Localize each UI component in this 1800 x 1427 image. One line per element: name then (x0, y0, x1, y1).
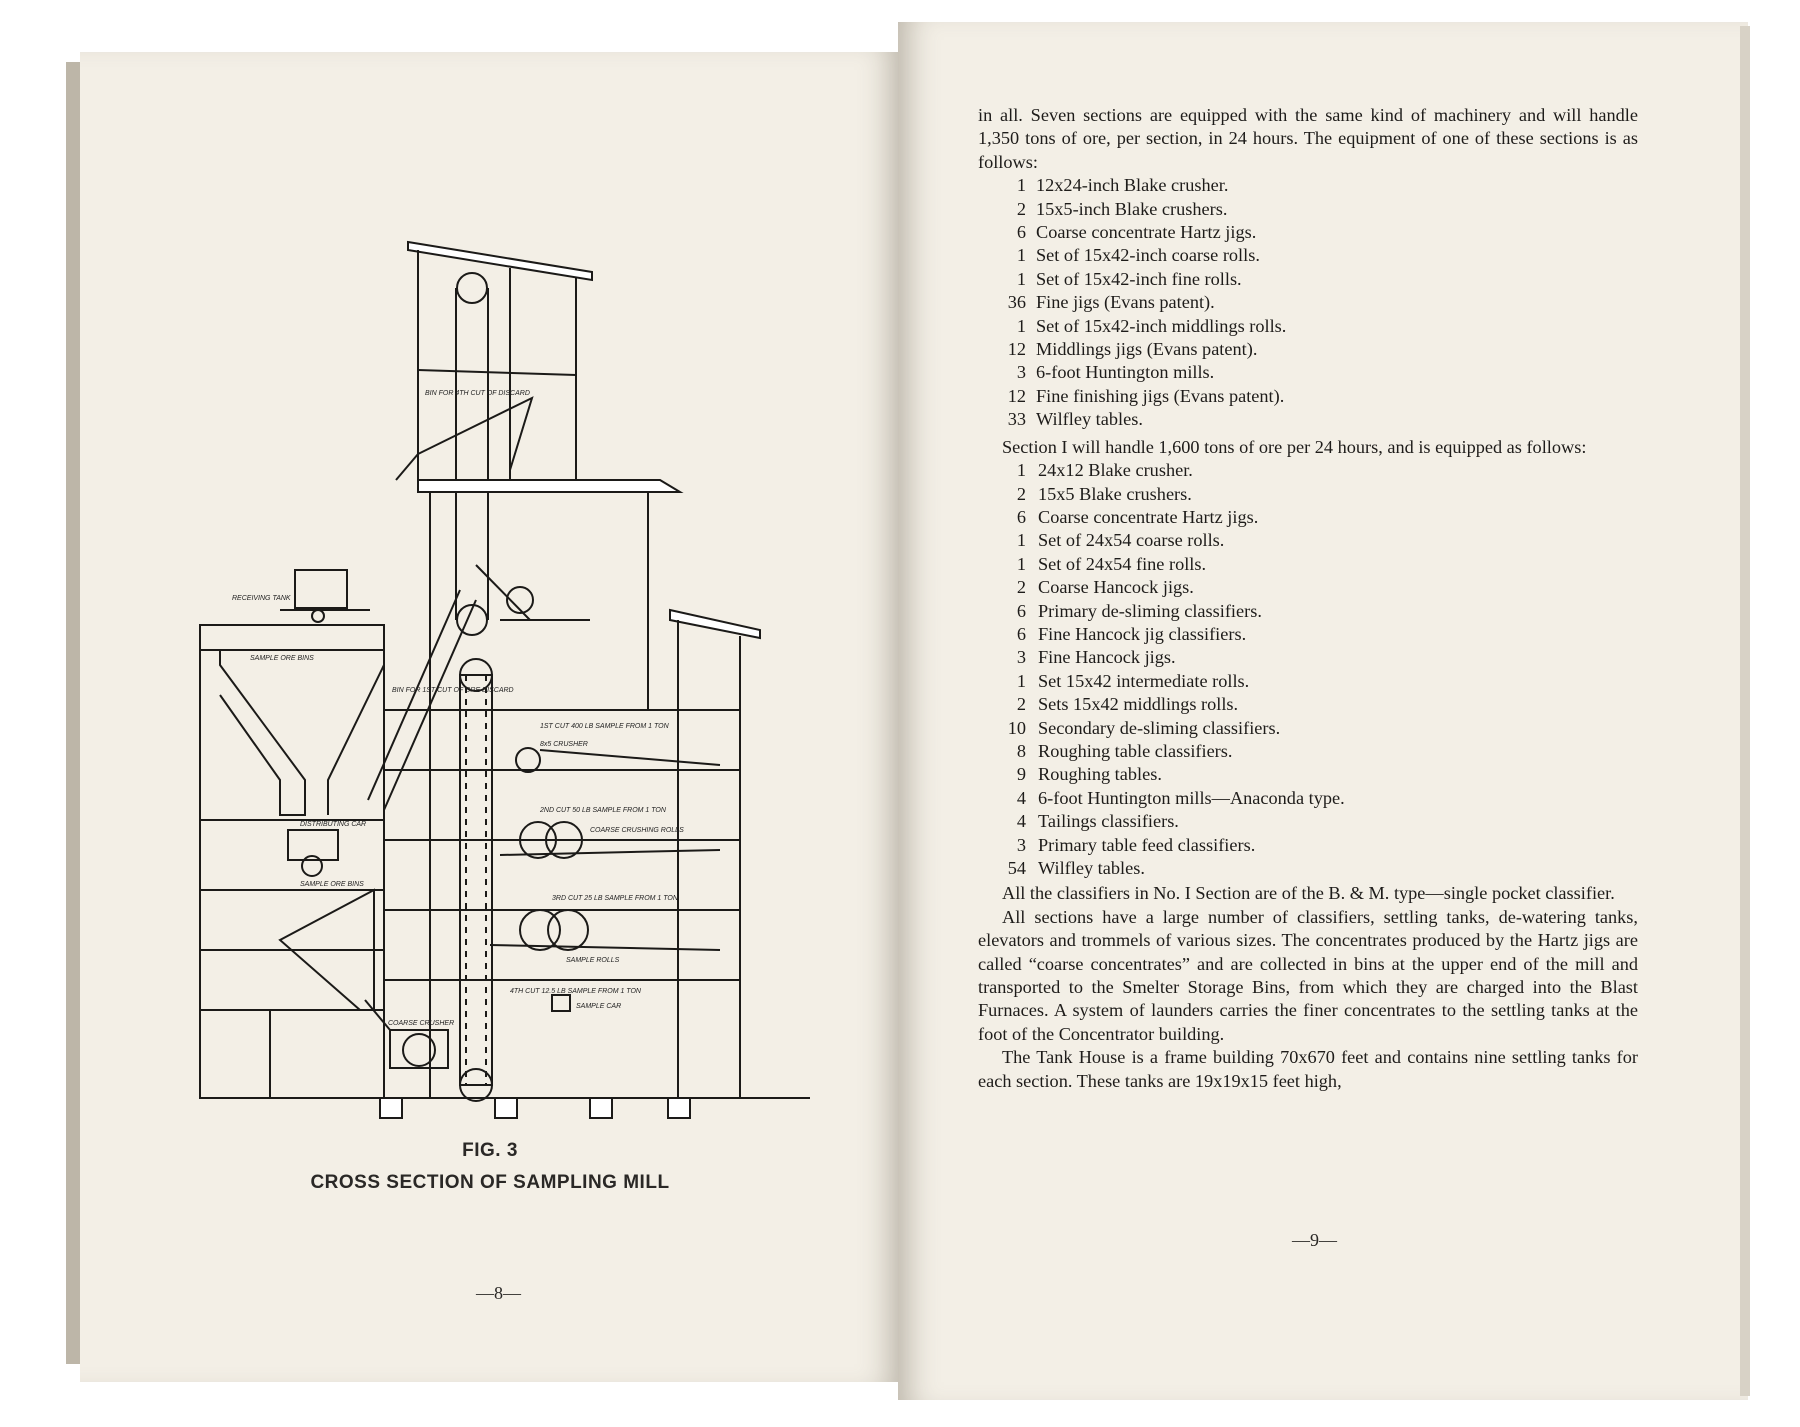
item-description: Set of 15x42-inch fine rolls. (1036, 268, 1242, 289)
page-number-right: —9— (1292, 1230, 1337, 1250)
equipment-list-item (978, 174, 1638, 197)
item-description: Coarse concentrate Hartz jigs. (1036, 222, 1257, 243)
item-quantity: 1 (1016, 175, 1026, 196)
item-quantity: 6 (1016, 506, 1026, 527)
item-quantity: 2 (1016, 483, 1026, 504)
equipment-list-item (978, 763, 1638, 786)
equipment-list-sections (978, 174, 1638, 431)
item-quantity: 2 (1016, 577, 1026, 598)
equipment-list-item (978, 670, 1638, 693)
item-quantity: 1 (1016, 315, 1026, 336)
label-bin-discard-2: BIN FOR 1ST CUT OF ORE DISCARD (392, 687, 514, 694)
item-quantity: 54 (1007, 858, 1026, 878)
equipment-list-item (978, 315, 1638, 338)
label-coarse-crusher: COARSE CRUSHER (388, 1020, 455, 1027)
item-quantity: 3 (1016, 834, 1026, 855)
label-bin-discard: BIN FOR 4TH CUT OF DISCARD (425, 390, 530, 397)
item-quantity: 1 (1016, 670, 1026, 691)
item-quantity: 12 (1007, 385, 1026, 406)
classifiers-paragraph: All the classifiers in No. I Section are of the B. & M. type—single pocket classifier. (1002, 883, 1615, 904)
item-quantity: 1 (1016, 553, 1026, 574)
equipment-list-item (978, 338, 1638, 361)
item-quantity: 1 (1016, 460, 1026, 481)
item-description: Wilfley tables. (1036, 409, 1143, 430)
equipment-list-item (978, 459, 1638, 482)
item-description: Tailings classifiers. (1038, 811, 1179, 832)
equipment-list-section-one (978, 459, 1638, 880)
item-description: Set of 15x42-inch middlings rolls. (1036, 315, 1287, 336)
item-quantity: 33 (1007, 409, 1026, 430)
item-description: Fine finishing jigs (Evans patent). (1036, 385, 1285, 406)
label-cut-4: 4TH CUT 12.5 LB SAMPLE FROM 1 TON (510, 988, 641, 995)
section-one-intro: Section I will handle 1,600 tons of ore per 24 hours, and is equipped as follows: (1002, 436, 1587, 457)
tank-house-paragraph: The Tank House is a frame building 70x670 feet and contains nine settling tanks for each section. These tanks are 19x19x15 feet high, (978, 1047, 1638, 1091)
item-quantity: 2 (1016, 198, 1026, 219)
figure-caption: CROSS SECTION OF SAMPLING MILL (310, 1172, 670, 1193)
item-description: 6-foot Huntington mills. (1036, 362, 1215, 383)
equipment-list-item (978, 717, 1638, 740)
item-description: Set of 15x42-inch coarse rolls. (1036, 245, 1260, 266)
item-quantity: 2 (1016, 694, 1026, 715)
item-description: Primary de-sliming classifiers. (1038, 600, 1262, 621)
item-description: Set 15x42 intermediate rolls. (1038, 670, 1250, 691)
item-description: Coarse Hancock jigs. (1038, 577, 1194, 598)
equipment-list-item (978, 221, 1638, 244)
item-description: Roughing table classifiers. (1038, 740, 1233, 761)
equipment-list-item (978, 385, 1638, 408)
label-receiving-tank: RECEIVING TANK (232, 595, 291, 602)
body-text (978, 104, 1638, 1093)
item-description: Secondary de-sliming classifiers. (1038, 717, 1281, 738)
label-cut-2: 2ND CUT 50 LB SAMPLE FROM 1 TON (540, 807, 666, 814)
equipment-list-item (978, 623, 1638, 646)
item-description: 24x12 Blake crusher. (1038, 460, 1193, 481)
equipment-list-item (978, 576, 1638, 599)
item-quantity: 1 (1016, 268, 1026, 289)
sampling-mill-drawing (160, 150, 810, 1120)
equipment-list-item (978, 693, 1638, 716)
item-quantity: 1 (1016, 530, 1026, 551)
equipment-list-item (978, 268, 1638, 291)
label-cut-3: 3RD CUT 25 LB SAMPLE FROM 1 TON (552, 895, 678, 902)
page-number-left: —8— (476, 1283, 521, 1303)
item-description: Sets 15x42 middlings rolls. (1038, 694, 1239, 715)
item-description: Wilfley tables. (1038, 858, 1145, 878)
item-description: Set of 24x54 coarse rolls. (1038, 530, 1225, 551)
item-quantity: 8 (1016, 740, 1026, 761)
equipment-list-item (978, 244, 1638, 267)
label-distributing-car: DISTRIBUTING CAR (300, 821, 367, 828)
equipment-list-item (978, 810, 1638, 833)
item-description: 15x5-inch Blake crushers. (1036, 198, 1228, 219)
item-description: Set of 24x54 fine rolls. (1038, 553, 1207, 574)
item-quantity: 3 (1016, 362, 1026, 383)
equipment-list-item (978, 834, 1638, 857)
equipment-list-item (978, 646, 1638, 669)
item-description: Fine Hancock jigs. (1038, 647, 1176, 668)
figure-number: FIG. 3 (462, 1140, 518, 1161)
item-description: 6-foot Huntington mills—Anaconda type. (1038, 787, 1345, 808)
intro-paragraph: in all. Seven sections are equipped with the same kind of machinery and will handle 1,350 tons of ore, per section, in 24 hours. The equipment of one of these sections is as follows: (978, 105, 1638, 172)
item-description: 15x5 Blake crushers. (1038, 483, 1192, 504)
label-crusher: 8x5 CRUSHER (540, 741, 588, 748)
label-sample-ore-bins-bottom: SAMPLE ORE BINS (300, 881, 364, 888)
item-description: Roughing tables. (1038, 764, 1162, 785)
item-description: Middlings jigs (Evans patent). (1036, 339, 1258, 360)
item-description: Fine jigs (Evans patent). (1036, 292, 1215, 313)
item-quantity: 9 (1016, 764, 1026, 785)
equipment-list-item (978, 529, 1638, 552)
item-description: 12x24-inch Blake crusher. (1036, 175, 1229, 196)
item-quantity: 3 (1016, 647, 1026, 668)
equipment-list-item (978, 483, 1638, 506)
item-quantity: 4 (1016, 787, 1026, 808)
page-edge (1740, 26, 1750, 1396)
equipment-list-item (978, 600, 1638, 623)
label-sample-ore-bins-top: SAMPLE ORE BINS (250, 655, 314, 662)
item-quantity: 36 (1007, 292, 1026, 313)
equipment-list-item (978, 506, 1638, 529)
equipment-list-item (978, 787, 1638, 810)
equipment-list-item (978, 291, 1638, 314)
item-quantity: 12 (1007, 339, 1026, 360)
item-description: Primary table feed classifiers. (1038, 834, 1256, 855)
equipment-list-item (978, 740, 1638, 763)
item-description: Fine Hancock jig classifiers. (1038, 623, 1247, 644)
item-quantity: 6 (1016, 222, 1026, 243)
label-sample-rolls: SAMPLE ROLLS (566, 957, 620, 964)
label-sample-car: SAMPLE CAR (576, 1003, 622, 1010)
label-coarse-rolls: COARSE CRUSHING ROLLS (590, 827, 684, 834)
item-quantity: 6 (1016, 600, 1026, 621)
item-quantity: 1 (1016, 245, 1026, 266)
equipment-list-item (978, 408, 1638, 431)
equipment-list-item (978, 857, 1638, 880)
item-quantity: 4 (1016, 811, 1026, 832)
label-cut-1: 1ST CUT 400 LB SAMPLE FROM 1 TON (540, 723, 669, 730)
equipment-list-item (978, 198, 1638, 221)
item-quantity: 10 (1007, 717, 1026, 738)
item-quantity: 6 (1016, 623, 1026, 644)
item-description: Coarse concentrate Hartz jigs. (1038, 506, 1259, 527)
equipment-list-item (978, 553, 1638, 576)
equipment-list-item (978, 361, 1638, 384)
sections-paragraph: All sections have a large number of classifiers, settling tanks, de-watering tanks, elevators and trommels of various sizes. The concentrates produced by the Hartz jigs are called “coarse concentrates” and are collected in bins at the upper end of the mill and transported to the Smelter Storage Bins, from which they are charged into the Blast Furnaces. A system of launders carries the finer concentrates to the settling tanks at the foot of the Concentrator building. (978, 906, 1638, 1044)
